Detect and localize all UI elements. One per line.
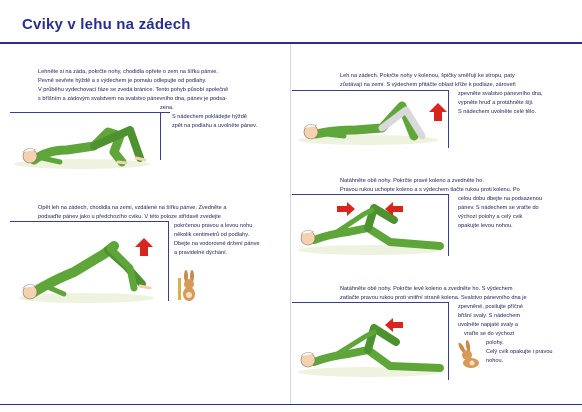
page-spine <box>290 44 291 404</box>
exercise-2-line: a pravidelné dýchání. <box>174 250 228 256</box>
exercise-5-line: uvolněte napjaté svaly a <box>458 322 519 328</box>
exercise-4-illustration <box>294 198 448 256</box>
page-title: Cviky v lehu na zádech <box>22 16 191 33</box>
frame-line <box>448 302 449 380</box>
exercise-2-line: pokrčenou pravou a levou nohu <box>174 223 253 229</box>
rabbit-mascot-icon <box>456 340 482 370</box>
frame-line <box>448 90 449 148</box>
exercise-3-line: zůstávají na zemi. S výdechem přitáčte oblast kříže k podlaze, zároveň <box>340 82 516 88</box>
exercise-5-line: polohy. <box>486 340 504 346</box>
frame-line <box>168 221 169 301</box>
exercise-1-illustration <box>12 112 162 172</box>
left-arrow-icon <box>384 318 404 332</box>
exercise-3-illustration <box>294 96 444 148</box>
exercise-2-line: několik centimetrů od podlahy. <box>174 232 250 238</box>
left-arrow-icon <box>384 202 404 216</box>
exercise-5-line: nohou. <box>486 358 504 364</box>
exercise-2-line: Opět leh na zádech, chodidla na zemi, vzdálené na šířku pánve. Zvedněte a <box>38 205 227 211</box>
title-rule <box>0 42 582 44</box>
exercise-4-line: Natáhněte obě nohy. Pokrčte pravé koleno a zvedněte ho. <box>340 178 484 184</box>
rabbit-mascot-icon <box>178 270 202 304</box>
exercise-4-line: celou dobu dbejte na podsazenou <box>458 196 542 202</box>
exercise-5-line: zatlačte pravou rukou proti vnitřní straně kolena. Svalstvo pánevního dna je <box>340 295 527 301</box>
exercise-2-line: podsaďte pánev jako u předchozího cviku. V této poloze střídavě zvedejte <box>38 214 221 220</box>
up-arrow-icon <box>428 102 448 122</box>
exercise-1-line: s bříšním a zádovým svalstvem na svalstvo pánevního dna, pánev je podsa- <box>38 96 228 102</box>
exercise-1-line: zena. <box>160 105 174 111</box>
frame-line <box>292 194 448 195</box>
exercise-4-line: Pravou rukou uchopte koleno a s výdechem tlačte rukou proti kolenu. Po <box>340 187 520 193</box>
exercise-1-line: V průběhu vydechovací fáze se zvedá bránice. Tento pohyb působí společně <box>38 87 229 93</box>
exercise-5-line: Celý cvik opakujte i pravou <box>486 349 553 355</box>
exercise-4-line: pánev. S nádechem se vraťte do <box>458 205 539 211</box>
up-arrow-icon <box>134 237 154 257</box>
exercise-3-line: Leh na zádech. Pokrčte nohy v kolenou, špičky směřují ke stropu, paty <box>340 73 515 79</box>
exercise-4-line: opakujte levou nohou. <box>458 223 513 229</box>
exercise-5-line: zpevněné, posilujte příčné <box>458 304 523 310</box>
exercise-4-line: výchozí polohy a celý cvik <box>458 214 523 220</box>
exercise-3-line: vypněte hruď a protáhněte šíji. <box>458 100 534 106</box>
frame-line <box>10 221 168 222</box>
exercise-3-line: zpevněte svalstvo pánevního dna, <box>458 91 543 97</box>
frame-line <box>448 194 449 256</box>
exercise-3-line: S nádechem uvolněte celé tělo. <box>458 109 537 115</box>
right-arrow-icon <box>336 202 356 216</box>
frame-line <box>292 302 448 303</box>
exercise-1-line: zpět na podlahu a uvolněte pánev. <box>172 123 258 129</box>
exercise-5-line: vraťte se do výchozí <box>464 331 515 337</box>
exercise-2-line: Dbejte na vodorovné držení pánve <box>174 241 260 247</box>
exercise-1-line: Pevně sevřete hýždě a s výdechem je pomalu odlepujte od podlahy. <box>38 78 207 84</box>
exercise-1-line: Lehněte si na záda, pokrčte nohy, chodidla opřete o zem na šířku pánve. <box>38 69 218 75</box>
exercise-5-line: břišní svaly. S nádechem <box>458 313 521 319</box>
exercise-5-line: Natáhněte obě nohy. Pokrčte levé koleno a zvedněte ho. S výdechem <box>340 286 513 292</box>
exercise-1-line: S nádechem pokládejte hýždě <box>172 114 247 120</box>
bottom-rule <box>0 404 582 405</box>
frame-line <box>292 90 448 91</box>
exercise-5-illustration <box>294 310 448 380</box>
